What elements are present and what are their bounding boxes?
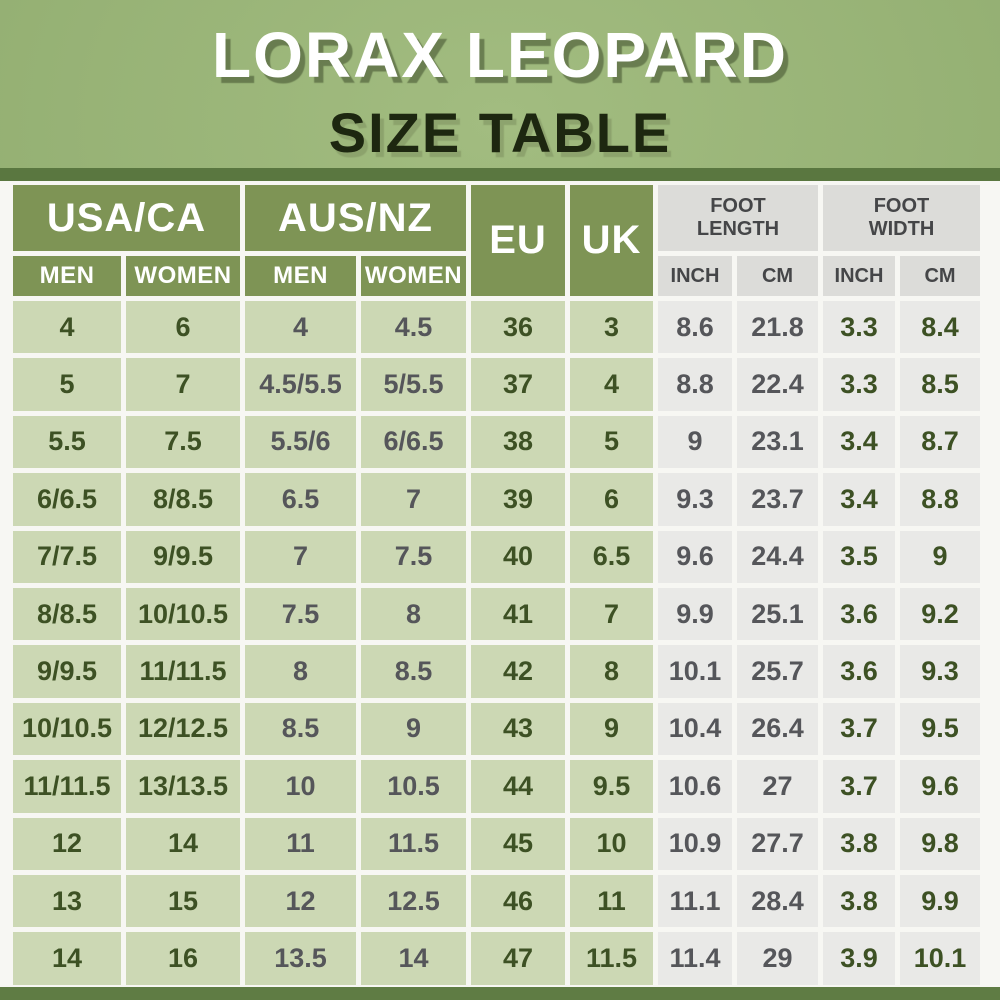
subheader-usa-women: WOMEN xyxy=(126,256,240,296)
size-cell-r9-c8: 27 xyxy=(737,760,818,812)
size-cell-r4-c9: 3.4 xyxy=(823,473,895,525)
size-cell-r7-c1: 9/9.5 xyxy=(13,645,121,697)
size-cell-r11-c7: 11.1 xyxy=(658,875,732,927)
size-cell-r12-c3: 13.5 xyxy=(245,932,356,984)
size-cell-r10-c7: 10.9 xyxy=(658,818,732,870)
size-cell-r12-c7: 11.4 xyxy=(658,932,732,984)
column-group-foot-length xyxy=(658,185,818,251)
size-cell-r5-c7: 9.6 xyxy=(658,531,732,583)
size-cell-r5-c5: 40 xyxy=(471,531,565,583)
page-subtitle: SIZE TABLE xyxy=(328,101,672,164)
panel-top-border xyxy=(0,168,1000,181)
size-cell-r9-c5: 44 xyxy=(471,760,565,812)
size-cell-r6-c8: 25.1 xyxy=(737,588,818,640)
size-cell-r10-c8: 27.7 xyxy=(737,818,818,870)
size-cell-r7-c7: 10.1 xyxy=(658,645,732,697)
subheader-length-inch: INCH xyxy=(658,256,732,296)
size-cell-r3-c9: 3.4 xyxy=(823,416,895,468)
size-cell-r6-c10: 9.2 xyxy=(900,588,980,640)
size-cell-r11-c3: 12 xyxy=(245,875,356,927)
size-cell-r1-c5: 36 xyxy=(471,301,565,353)
size-cell-r9-c3: 10 xyxy=(245,760,356,812)
size-cell-r1-c1: 4 xyxy=(13,301,121,353)
size-cell-r1-c9: 3.3 xyxy=(823,301,895,353)
size-cell-r2-c9: 3.3 xyxy=(823,358,895,410)
size-cell-r6-c6: 7 xyxy=(570,588,653,640)
size-cell-r8-c1: 10/10.5 xyxy=(13,703,121,755)
size-cell-r7-c6: 8 xyxy=(570,645,653,697)
foot-length-label: FOOT LENGTH xyxy=(696,195,780,240)
size-cell-r5-c10: 9 xyxy=(900,531,980,583)
size-cell-r12-c8: 29 xyxy=(737,932,818,984)
size-cell-r5-c8: 24.4 xyxy=(737,531,818,583)
subheader-width-cm: CM xyxy=(900,256,980,296)
size-cell-r1-c3: 4 xyxy=(245,301,356,353)
size-cell-r11-c1: 13 xyxy=(13,875,121,927)
size-cell-r2-c4: 5/5.5 xyxy=(361,358,466,410)
size-cell-r7-c10: 9.3 xyxy=(900,645,980,697)
size-cell-r10-c5: 45 xyxy=(471,818,565,870)
size-cell-r5-c6: 6.5 xyxy=(570,531,653,583)
size-cell-r11-c8: 28.4 xyxy=(737,875,818,927)
subheader-length-cm: CM xyxy=(737,256,818,296)
size-cell-r8-c7: 10.4 xyxy=(658,703,732,755)
panel-bottom-border xyxy=(0,987,1000,1000)
size-cell-r1-c2: 6 xyxy=(126,301,240,353)
size-cell-r12-c2: 16 xyxy=(126,932,240,984)
size-cell-r2-c8: 22.4 xyxy=(737,358,818,410)
size-cell-r9-c7: 10.6 xyxy=(658,760,732,812)
size-cell-r10-c2: 14 xyxy=(126,818,240,870)
size-cell-r1-c7: 8.6 xyxy=(658,301,732,353)
size-cell-r2-c1: 5 xyxy=(13,358,121,410)
size-cell-r6-c1: 8/8.5 xyxy=(13,588,121,640)
size-cell-r3-c10: 8.7 xyxy=(900,416,980,468)
size-cell-r12-c6: 11.5 xyxy=(570,932,653,984)
size-cell-r7-c8: 25.7 xyxy=(737,645,818,697)
size-cell-r2-c6: 4 xyxy=(570,358,653,410)
size-cell-r8-c5: 43 xyxy=(471,703,565,755)
size-cell-r4-c4: 7 xyxy=(361,473,466,525)
size-cell-r4-c5: 39 xyxy=(471,473,565,525)
size-cell-r10-c6: 10 xyxy=(570,818,653,870)
size-cell-r1-c6: 3 xyxy=(570,301,653,353)
size-cell-r7-c2: 11/11.5 xyxy=(126,645,240,697)
size-cell-r2-c10: 8.5 xyxy=(900,358,980,410)
size-cell-r6-c2: 10/10.5 xyxy=(126,588,240,640)
size-cell-r11-c6: 11 xyxy=(570,875,653,927)
size-cell-r5-c9: 3.5 xyxy=(823,531,895,583)
size-cell-r10-c4: 11.5 xyxy=(361,818,466,870)
subheader-aus-women: WOMEN xyxy=(361,256,466,296)
size-cell-r2-c2: 7 xyxy=(126,358,240,410)
size-cell-r8-c4: 9 xyxy=(361,703,466,755)
size-cell-r12-c1: 14 xyxy=(13,932,121,984)
size-cell-r4-c1: 6/6.5 xyxy=(13,473,121,525)
size-cell-r3-c3: 5.5/6 xyxy=(245,416,356,468)
size-cell-r8-c9: 3.7 xyxy=(823,703,895,755)
title-block xyxy=(0,0,1000,168)
size-cell-r3-c1: 5.5 xyxy=(13,416,121,468)
size-cell-r3-c7: 9 xyxy=(658,416,732,468)
size-cell-r8-c3: 8.5 xyxy=(245,703,356,755)
size-table-grid xyxy=(13,185,980,985)
size-cell-r4-c10: 8.8 xyxy=(900,473,980,525)
size-cell-r3-c5: 38 xyxy=(471,416,565,468)
size-cell-r9-c2: 13/13.5 xyxy=(126,760,240,812)
size-cell-r2-c5: 37 xyxy=(471,358,565,410)
size-cell-r11-c4: 12.5 xyxy=(361,875,466,927)
size-cell-r3-c2: 7.5 xyxy=(126,416,240,468)
subheader-usa-men: MEN xyxy=(13,256,121,296)
size-cell-r4-c8: 23.7 xyxy=(737,473,818,525)
size-cell-r10-c3: 11 xyxy=(245,818,356,870)
size-cell-r5-c2: 9/9.5 xyxy=(126,531,240,583)
size-cell-r1-c4: 4.5 xyxy=(361,301,466,353)
size-cell-r7-c5: 42 xyxy=(471,645,565,697)
size-cell-r12-c4: 14 xyxy=(361,932,466,984)
size-cell-r4-c2: 8/8.5 xyxy=(126,473,240,525)
size-cell-r12-c5: 47 xyxy=(471,932,565,984)
size-cell-r7-c4: 8.5 xyxy=(361,645,466,697)
size-cell-r6-c9: 3.6 xyxy=(823,588,895,640)
size-cell-r12-c9: 3.9 xyxy=(823,932,895,984)
size-cell-r8-c6: 9 xyxy=(570,703,653,755)
column-header-eu: EU xyxy=(471,185,565,296)
size-cell-r1-c8: 21.8 xyxy=(737,301,818,353)
size-cell-r8-c10: 9.5 xyxy=(900,703,980,755)
size-cell-r7-c9: 3.6 xyxy=(823,645,895,697)
column-group-foot-width xyxy=(823,185,980,251)
size-cell-r10-c9: 3.8 xyxy=(823,818,895,870)
size-cell-r3-c6: 5 xyxy=(570,416,653,468)
size-cell-r4-c6: 6 xyxy=(570,473,653,525)
foot-width-label: FOOT WIDTH xyxy=(868,195,935,240)
size-cell-r5-c3: 7 xyxy=(245,531,356,583)
size-cell-r2-c7: 8.8 xyxy=(658,358,732,410)
size-cell-r6-c3: 7.5 xyxy=(245,588,356,640)
size-cell-r5-c1: 7/7.5 xyxy=(13,531,121,583)
size-cell-r8-c8: 26.4 xyxy=(737,703,818,755)
size-cell-r1-c10: 8.4 xyxy=(900,301,980,353)
size-cell-r11-c9: 3.8 xyxy=(823,875,895,927)
size-cell-r9-c1: 11/11.5 xyxy=(13,760,121,812)
size-cell-r10-c1: 12 xyxy=(13,818,121,870)
size-cell-r5-c4: 7.5 xyxy=(361,531,466,583)
size-cell-r9-c9: 3.7 xyxy=(823,760,895,812)
subheader-width-inch: INCH xyxy=(823,256,895,296)
size-cell-r3-c4: 6/6.5 xyxy=(361,416,466,468)
size-cell-r10-c10: 9.8 xyxy=(900,818,980,870)
size-cell-r4-c7: 9.3 xyxy=(658,473,732,525)
size-cell-r9-c4: 10.5 xyxy=(361,760,466,812)
size-cell-r11-c5: 46 xyxy=(471,875,565,927)
size-cell-r9-c10: 9.6 xyxy=(900,760,980,812)
size-cell-r6-c5: 41 xyxy=(471,588,565,640)
size-cell-r6-c4: 8 xyxy=(361,588,466,640)
size-cell-r12-c10: 10.1 xyxy=(900,932,980,984)
page-title: LORAX LEOPARD xyxy=(212,19,788,91)
size-cell-r2-c3: 4.5/5.5 xyxy=(245,358,356,410)
subheader-aus-men: MEN xyxy=(245,256,356,296)
column-header-uk: UK xyxy=(570,185,653,296)
size-table-panel xyxy=(0,168,1000,1000)
size-cell-r11-c2: 15 xyxy=(126,875,240,927)
size-cell-r4-c3: 6.5 xyxy=(245,473,356,525)
column-group-usa-ca: USA/CA xyxy=(13,185,240,251)
column-group-aus-nz: AUS/NZ xyxy=(245,185,466,251)
size-cell-r3-c8: 23.1 xyxy=(737,416,818,468)
size-cell-r7-c3: 8 xyxy=(245,645,356,697)
size-cell-r9-c6: 9.5 xyxy=(570,760,653,812)
size-cell-r6-c7: 9.9 xyxy=(658,588,732,640)
size-cell-r8-c2: 12/12.5 xyxy=(126,703,240,755)
size-cell-r11-c10: 9.9 xyxy=(900,875,980,927)
